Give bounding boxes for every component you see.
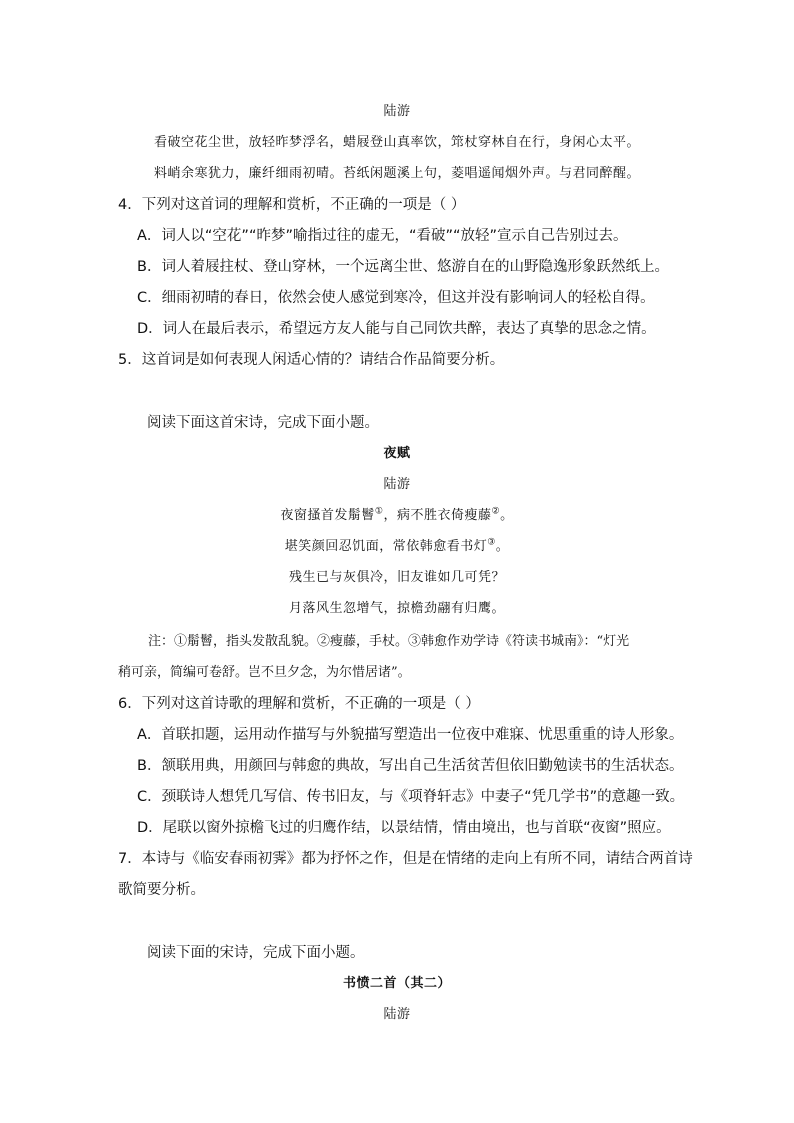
poem1-author: 陆游: [383, 104, 411, 119]
question-7-stem: 7．本诗与《临安春雨初霁》都为抒怀之作，但是在情绪的走向上有所不同，请结合两首诗: [118, 851, 693, 867]
poem2-note: 注：①鬅鬙，指头发散乱貌。②瘦藤，手杖。③韩愈作劝学诗《符读书城南》：“灯光: [148, 634, 630, 649]
poem1-line: 看破空花尘世，放轻昨梦浮名，蜡屐登山真率饮，筇杖穿林自在行，身闲心太平。: [153, 135, 640, 150]
poem1-line: 料峭余寒犹力，廉纤细雨初晴。苔纸闲题溪上句，菱唱遥闻烟外声。与君同醉醒。: [153, 166, 640, 181]
question-6-option-d: D．尾联以窗外掠檐飞过的归鹰作结，以景结情，情由境出，也与首联“夜窗”照应。: [137, 820, 671, 836]
section2-intro: 阅读下面这首宋诗，完成下面小题。: [147, 415, 379, 431]
section3-intro: 阅读下面的宋诗，完成下面小题。: [147, 945, 365, 961]
question-4-option-c: C．细雨初晴的春日，依然会使人感觉到寒冷，但这并没有影响词人的轻松自得。: [137, 290, 655, 306]
question-6-option-b: B．颔联用典，用颜回与韩愈的典故，写出自己生活贫苦但依旧勤勉读书的生活状态。: [137, 758, 684, 774]
question-6-option-a: A．首联扣题，运用动作描写与外貌描写塑造出一位夜中难寐、忧思重重的诗人形象。: [137, 727, 684, 743]
poem3-title: 书愤二首（其二）: [342, 976, 451, 991]
question-4-stem: 4．下列对这首词的理解和赏析，不正确的一项是（ ）: [118, 197, 466, 213]
poem2-line: 残生已与灰俱冷，旧友谁如几可凭？: [288, 570, 505, 585]
question-6-stem: 6．下列对这首诗歌的理解和赏析，不正确的一项是（ ）: [118, 696, 480, 712]
poem2-line: 夜窗搔首发鬅鬙①，病不胜衣倚瘦藤②。: [280, 506, 514, 523]
poem2-line: 堪笑颜回忍饥面，常依韩愈看书灯③。: [284, 537, 510, 554]
poem2-title: 夜赋: [383, 446, 411, 461]
poem3-author: 陆游: [383, 1007, 411, 1022]
question-4-option-a: A．词人以“空花”“昨梦”喻指过往的虚无，“看破”“放轻”宣示自己告别过去。: [137, 228, 628, 244]
question-6-option-c: C．颈联诗人想凭几写信、传书旧友，与《项脊轩志》中妻子“凭几学书”的意趣一致。: [137, 789, 685, 805]
poem2-author: 陆游: [383, 477, 411, 492]
poem2-line: 月落风生忽增气，掠檐劲翮有归鹰。: [288, 601, 505, 616]
poem2-note-continued: 稍可亲，简编可卷舒。岂不旦夕念，为尔惜居诸”。: [118, 665, 411, 680]
question-5-stem: 5．这首词是如何表现人闲适心情的？请结合作品简要分析。: [118, 352, 505, 368]
question-4-option-d: D．词人在最后表示，希望远方友人能与自己同饮共醉，表达了真挚的思念之情。: [137, 321, 656, 337]
question-7-stem-continued: 歌简要分析。: [118, 882, 205, 898]
question-4-option-b: B．词人着屐拄杖、登山穿林，一个远离尘世、悠游自在的山野隐逸形象跃然纸上。: [137, 259, 669, 275]
